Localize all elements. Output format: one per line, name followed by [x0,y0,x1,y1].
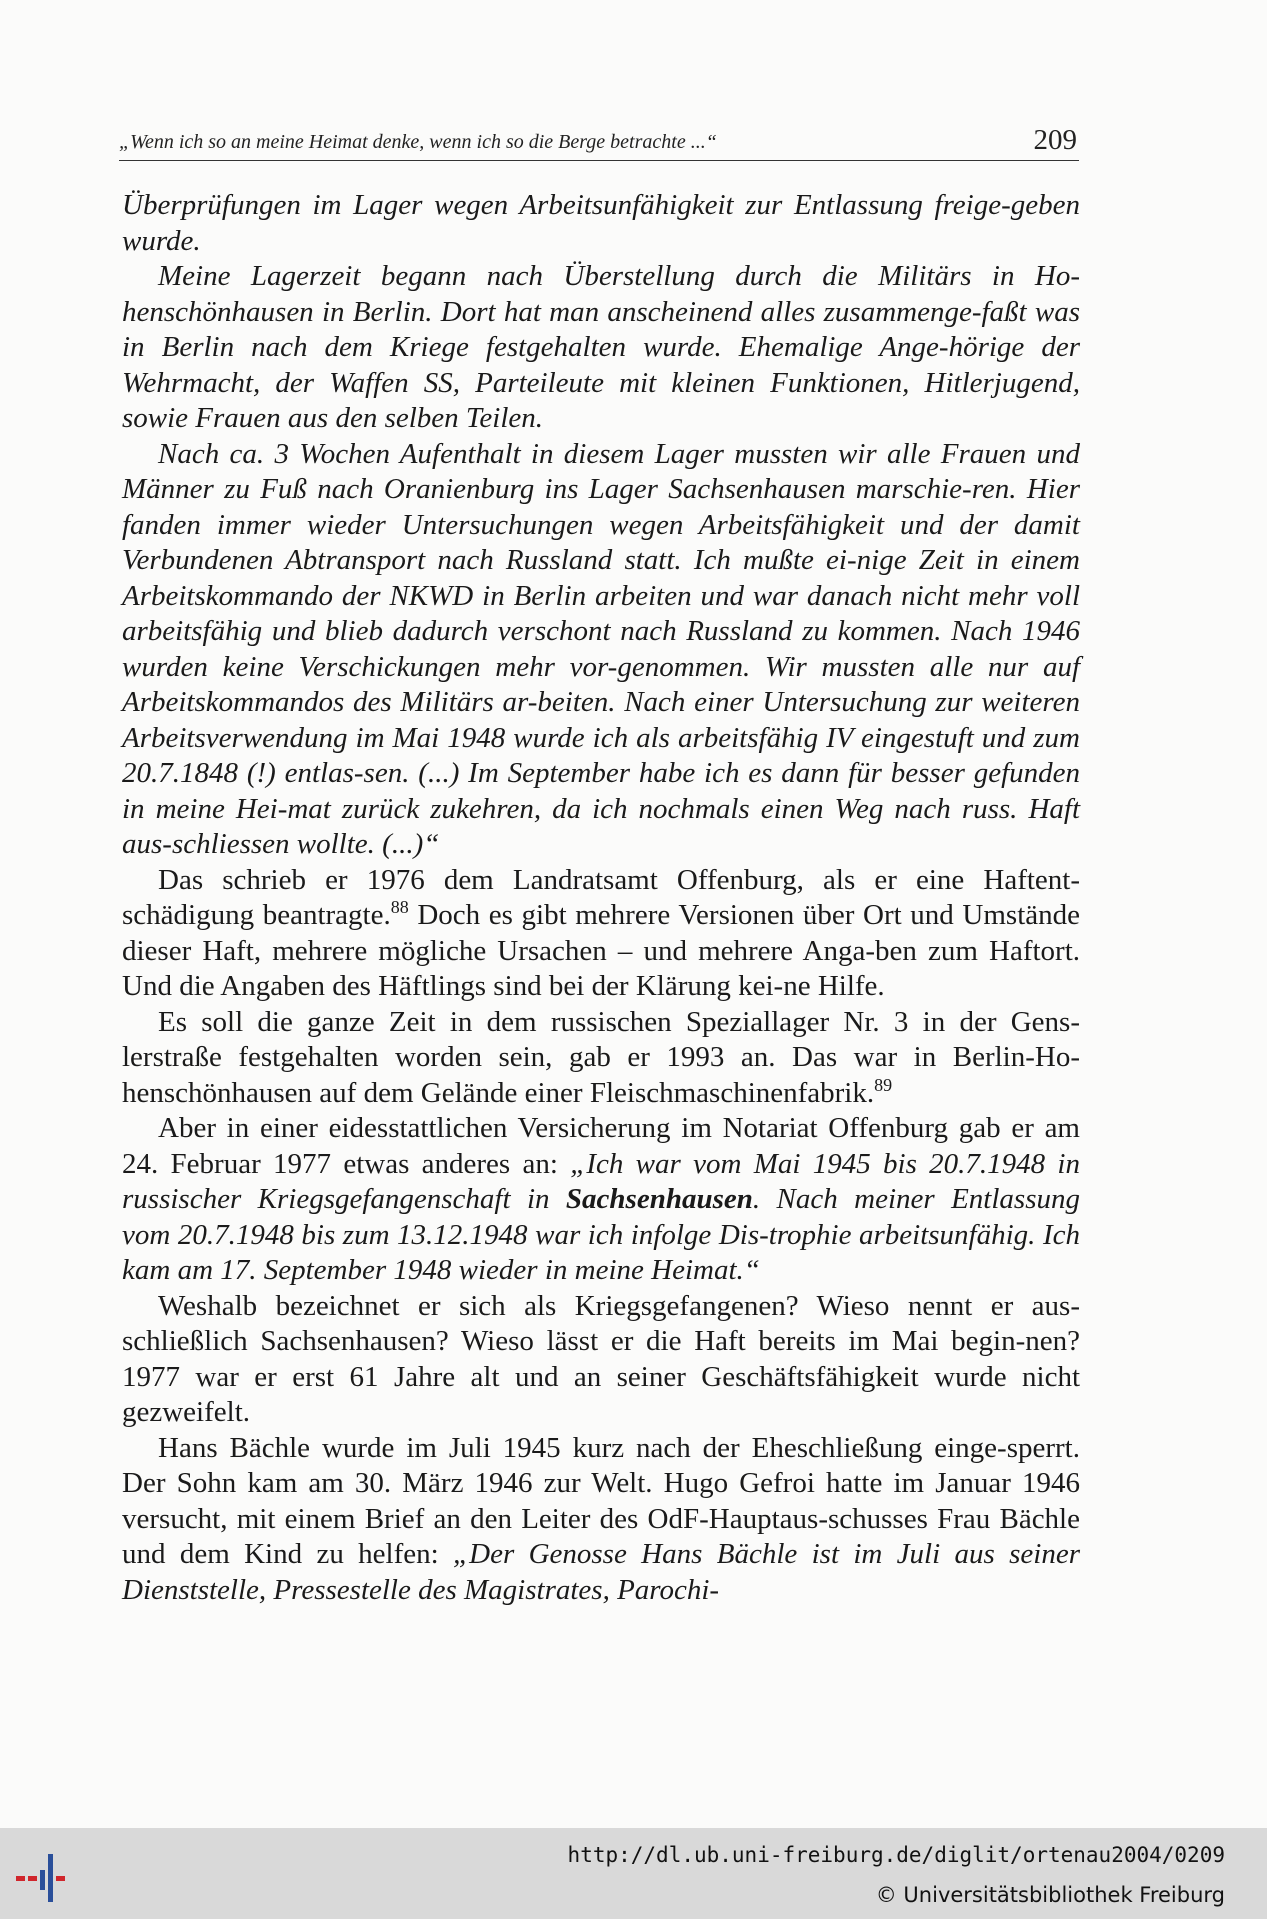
paragraph-4 [122,863,1080,1005]
running-head [119,120,1079,161]
paragraph-6-text: Aber in einer eidesstattlichen Versicherung im Notariat Offenburg gab er am 24. Februar 1977 etwas anderes an: [122,1112,1080,1180]
footnote-ref-89: 89 [874,1074,893,1095]
paragraph-7: Weshalb bezeichnet er sich als Kriegsgefangenen? Wieso nennt er aus-schließlich Sachsenhausen? Wieso lässt er die Haft bereits im Mai begin-nen? 1977 war er erst 61 Jahre alt und an seiner Geschäftsfähigkeit wurde nicht gezweifelt. [122,1289,1080,1428]
paragraph-6 [122,1111,1080,1289]
viewer-footer [0,1828,1267,1919]
footnote-ref-88: 88 [390,897,409,917]
paragraph-8 [122,1431,1080,1609]
paragraph-6-quote-b: . Nach meiner Entlassung vom 20.7.1948 bis zum 13.12.1948 war ich infolge Dis-trophie arbeitsunfähig. Ich kam am 17. September 1948 wieder in meine Heimat.“ [122,1183,1080,1286]
footer-url-link[interactable]: http://dl.ub.uni-freiburg.de/diglit/ortenau2004/0209 [567,1843,1225,1867]
paragraph-1: Überprüfungen im Lager wegen Arbeitsunfähigkeit zur Entlassung freige-geben wurde. [122,189,1080,257]
running-title: „Wenn ich so an meine Heimat denke, wenn ich so die Berge betrachte ...“ [119,131,717,153]
paragraph-4-text: Das schrieb er 1976 dem Landratsamt Offenburg, als er eine Haftent-schädigung beantragte. [122,863,1080,931]
paragraph-5-text: Es soll die ganze Zeit in dem russischen Speziallager Nr. 3 in der Gens-lerstraße festgehalten worden sein, gab er 1993 an. Das war in Berlin-Ho-henschönhausen auf dem Gelände einer Fleischmaschinenfabrik. [122,1005,1080,1109]
paragraph-8-text: Hans Bächle wurde im Juli 1945 kurz nach der Eheschließung einge-sperrt. Der Sohn kam am 30. März 1946 zur Welt. Hugo Gefroi hatte im Januar 1946 versucht, mit einem Brief an den Leiter des OdF-Hauptaus-schusses Frau Bächle und dem Kind zu helfen: [122,1431,1080,1570]
ub-freiburg-logo-icon [16,1848,80,1908]
paragraph-3: Nach ca. 3 Wochen Aufenthalt in diesem Lager mussten wir alle Frauen und Männer zu Fuß nach Oranienburg ins Lager Sachsenhausen marschie-ren. Hier fanden immer wieder Untersuchungen wegen Arbeitsfähigkeit und der damit Verbundenen Abtransport nach Russland statt. Ich mußte ei-nige Zeit in einem Arbeitskommando der NKWD in Berlin arbeiten und war danach nicht mehr voll arbeitsfähig und blieb dadurch verschont nach Russland zu kommen. Nach 1946 wurden keine Verschickungen mehr vor-genommen. Wir mussten alle nur auf Arbeitskommandos des Militärs ar-beiten. Nach einer Untersuchung zur weiteren Arbeitsverwendung im Mai 1948 wurde ich als arbeitsfähig IV eingestuft und zum 20.7.1848 (!) entlas-sen. (...) Im September habe ich es dann für besser gefunden in meine Hei-mat zurück zukehren, da ich nochmals einen Weg nach russ. Haft aus-schliessen wollte. (...)“ [122,437,1080,860]
paragraph-4-rest: Doch es gibt mehrere Versionen über Ort und Umstände dieser Haft, mehrere mögliche Ursachen – und mehrere Anga-ben zum Haftort. Und die Angaben des Häftlings sind bei der Klärung kei-ne Hilfe. [122,899,1081,1002]
paragraph-2: Meine Lagerzeit begann nach Überstellung durch die Militärs in Ho-henschönhausen in Berlin. Dort hat man anscheinend alles zusammenge-faßt was in Berlin nach dem Kriege festgehalten wurde. Ehemalige Ange-hörige der Wehrmacht, der Waffen SS, Parteileute mit kleinen Funktionen, Hitlerjugend, sowie Frauen aus den selben Teilen. [122,260,1080,434]
body-text [122,188,1080,1608]
paragraph-6-bold: Sachsenhausen [565,1183,753,1215]
paragraph-5 [122,1005,1080,1112]
footer-copyright: © Universitätsbibliothek Freiburg [875,1883,1225,1907]
paragraph-6-quote-a: „Ich war vom Mai 1945 bis 20.7.1948 in russischer Kriegsgefangenschaft in [122,1147,1080,1215]
paragraph-8-quote: „Der Genosse Hans Bächle ist im Juli aus seiner Dienststelle, Pressestelle des Magistrates, Parochi- [122,1538,1080,1606]
page-number: 209 [1033,124,1077,156]
